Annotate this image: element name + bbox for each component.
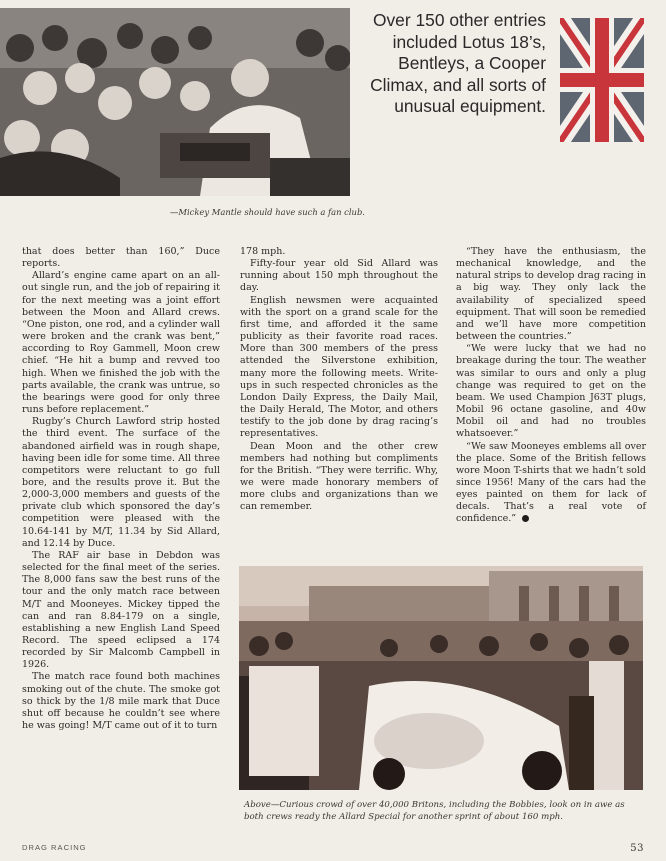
paragraph: English newsmen were acquainted with the sport on a grand scale for the first time, and afforded it the same publicity as their favorite road races. More than 300 members of the press attended the Silverstone exhibition, many more the following meets. Write-ups in such respected chronicles as the London Daily Express, the Daily Mail, the Daily Herald, The Motor, and others testify to the job done by drag racing’s representatives. <box>240 294 438 440</box>
paragraph: Rugby’s Church Lawford strip hosted the third event. The surface of the abandoned airfield was in rough shape, having been idle for some time. All three competitors were reluctant to go full bore, and the results prove it. But the 2,000-3,000 members and guests of the private club which sponsored the day’s competition were pleased with the 10.64-141 by M/T, 11.34 by Sid Allard, and 12.14 by Duce. <box>22 416 220 549</box>
article-column-3 <box>456 246 646 526</box>
paragraph-text: “We saw Mooneyes emblems all over the place. Some of the British fellows wore Moon T-shirts that we hadn’t sold since 1956! Many of the cars had the eyes painted on them for lack of decals. That’s a real vote of confidence.” <box>456 440 646 525</box>
paragraph: “We were lucky that we had no breakage during the tour. The weather was similar to ours and only a plug change was required to get on the beam. We used Champion J63T plugs, Mobil 96 octane gasoline, and 40w Mobil oil and had no troubles whatsoever.” <box>456 343 646 440</box>
paragraph: The RAF air base in Debdon was selected for the final meet of the series. The 8,000 fans saw the best runs of the tour and the only match race between M/T and Mooneyes. Mickey tipped the can and ran 8.84-179 on a single, establishing a new English Land Speed Record. The speed eclipsed a 174 recorded by Sir Malcomb Campbell in 1926. <box>22 549 220 671</box>
paragraph: Fifty-four year old Sid Allard was running about 150 mph throughout the day. <box>240 258 438 294</box>
paragraph: 178 mph. <box>240 246 286 257</box>
article-column-2 <box>240 246 438 513</box>
paragraph <box>456 441 646 526</box>
paragraph: that does better than 160,” Duce reports. <box>22 246 220 270</box>
paragraph: The match race found both machines smoking out of the chute. The smoke got so thick by the 1/8 mile mark that Duce shut off because he couldn’t see where he was going! M/T came out of it to turn <box>22 671 220 732</box>
magazine-name: DRAG RACING <box>22 843 87 852</box>
article-column-1 <box>22 246 220 732</box>
headline: Over 150 other entries included Lotus 18’s, Bentleys, a Cooper Climax, and all sorts of unusual equipment. <box>370 10 546 117</box>
fan-crowd-photo-art <box>0 8 350 196</box>
end-bullet-icon <box>522 515 529 522</box>
union-jack-flag-icon <box>560 18 644 142</box>
bottom-photo-caption: Above—Curious crowd of over 40,000 Britons, including the Bobbies, look on in awe as both crews ready the Allard Special for another sprint of about 160 mph. <box>244 800 625 822</box>
allard-special-crowd-photo <box>239 566 643 790</box>
paragraph: Allard’s engine came apart on an all-out single run, and the job of repairing it for the next meeting was a joint effort between the Moon and Allard crews. “One piston, one rod, and a cylinder wall were broken and the crank was bent,” according to Roy Gammell, Moon crew chief. “He hit a bump and revved too high. When we finished the job with the parts available, the crank was untrue, so the bearings were good for only three runs before replacement.” <box>22 270 220 416</box>
paragraph: Dean Moon and the other crew members had nothing but compliments for the British. “They were terrific. Why, we were made honorary members of more clubs and organizations than we can remember. <box>240 440 438 513</box>
paragraph: “They have the enthusiasm, the mechanical knowledge, and the natural strips to develop drag racing in a big way. They only lack the availability of specialized speed equipment. That will soon be remedied and we’ll have more competition between the countries.” <box>456 246 646 343</box>
fan-crowd-photo <box>0 8 350 196</box>
page-number: 53 <box>630 843 644 854</box>
allard-special-crowd-photo-art <box>239 566 643 790</box>
top-photo-caption: —Mickey Mantle should have such a fan club. <box>170 207 365 217</box>
